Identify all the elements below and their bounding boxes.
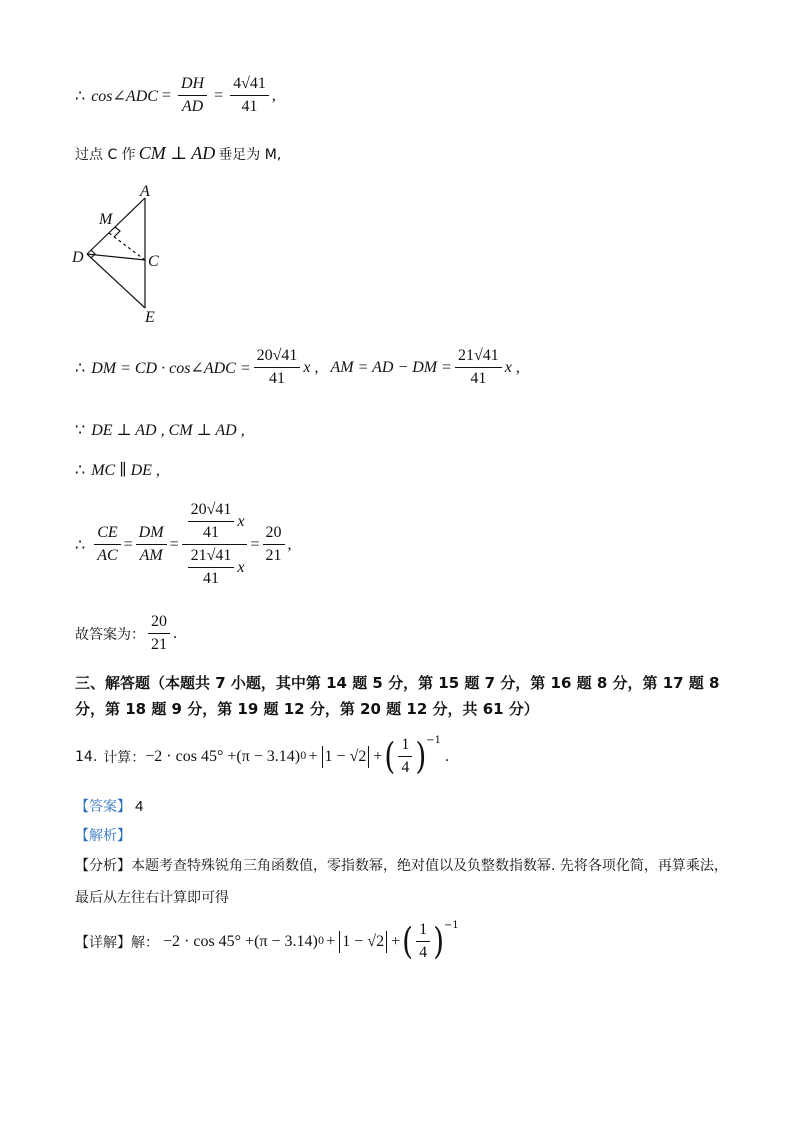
- result-fraction: $\frac{20}{21}$: [263, 523, 285, 566]
- geometry-figure: [68, 180, 178, 325]
- therefore-symbol: ∴: [75, 87, 86, 105]
- answer-fraction: $\frac{20}{21}$: [148, 612, 170, 655]
- segment-dc: [87, 254, 145, 260]
- parallel-line: ∴ MC ∥ DE ,: [75, 462, 160, 479]
- am-expr: AM = AD − DM =: [330, 358, 452, 376]
- segment-ad: [87, 198, 145, 254]
- question-number: 14.: [75, 748, 98, 765]
- dm-expr: DM = CD · cos∠ADC =: [91, 359, 251, 377]
- construct-line: [75, 143, 281, 164]
- answer-line: 故答案为： $\frac{20}{21}$ .: [75, 613, 177, 653]
- section-heading: 三、解答题（本题共 7 小题，其中第 14 题 5 分，第 15 题 7 分，第 16 题 8 分，第 17 题 8 分，第 18 题 9 分，第 19 题 12 分，第 20 题 12 分，共 61 分）: [75, 674, 720, 718]
- parallel-expr: MC ∥ DE ,: [91, 462, 160, 479]
- answer-label: 故答案为：: [75, 626, 145, 643]
- label-e: E: [145, 309, 155, 325]
- dh-ad-fraction: $\frac{DH}{AD}$: [178, 74, 207, 117]
- dm-am-line: ∴ DM = CD · cos∠ADC = $\frac{20√41}{41}$ x , AM = AD − DM = $\frac{21√41}{41}$ x ,: [75, 347, 520, 387]
- cm-perp-ad: CM ⊥ AD: [138, 143, 216, 163]
- dm-fraction: $\frac{20√41}{41}$: [254, 346, 301, 389]
- label-d: D: [72, 249, 84, 266]
- fenxi-line-2: 最后从左往右计算即可得: [75, 890, 229, 906]
- construct-text: 过点 C 作: [75, 146, 136, 163]
- detail-quarter-fraction: $\frac{1}{4}$: [416, 920, 430, 963]
- detail-label: 【详解】解：: [75, 934, 159, 951]
- cos-adc-line: ∴ cos∠ADC = $\frac{DH}{AD}$ = $\frac{4√41}{41}$ ,: [75, 75, 276, 115]
- answer-tag: 【答案】: [75, 799, 131, 815]
- answer-row: [75, 796, 143, 816]
- dm-am-fraction: $\frac{DM}{AM}$: [136, 523, 167, 566]
- label-m: M: [99, 211, 113, 228]
- am-fraction: $\frac{21√41}{41}$: [455, 346, 502, 389]
- right-angle-m: [114, 227, 120, 237]
- question-14: 14. 计算： −2 · cos 45° + (π − 3.14) 0 + 1 − √2 + ( $\frac{1}{4}$ ) $^{-1}$ .: [75, 734, 450, 778]
- fenxi-line-1: 【分析】本题考查特殊锐角三角函数值，零指数幂，绝对值以及负整数指数幂. 先将各项化简，再算乘法，: [75, 858, 728, 874]
- analysis-row: [75, 825, 131, 845]
- question-expr: −2 · cos 45° +: [145, 747, 237, 765]
- cos-value-fraction: $\frac{4√41}{41}$: [230, 74, 269, 117]
- cos-adc-expr: cos∠ADC: [91, 87, 158, 105]
- label-a: A: [140, 183, 150, 200]
- label-c: C: [148, 253, 159, 270]
- detail-expr: −2 · cos 45° +: [163, 932, 255, 950]
- perp-expr: DE ⊥ AD , CM ⊥ AD ,: [91, 422, 245, 439]
- foot-text: 垂足为 M,: [218, 146, 282, 163]
- analysis-tag: 【解析】: [75, 828, 131, 844]
- perp-line: ∵ DE ⊥ AD , CM ⊥ AD ,: [75, 422, 245, 439]
- segment-de: [87, 254, 145, 308]
- complex-fraction: $\frac{20√41}{41}$ x $\frac{21√41}{41}$ x: [182, 500, 248, 589]
- answer-value: 4: [135, 797, 144, 815]
- detail-line: 【详解】解： −2 · cos 45° + (π − 3.14) 0 + 1 − √2 + ( $\frac{1}{4}$ ) $^{-1}$: [75, 919, 459, 963]
- ce-ac-fraction: $\frac{CE}{AC}$: [94, 523, 120, 566]
- quarter-fraction: $\frac{1}{4}$: [398, 735, 412, 778]
- ratio-line: ∴ $\frac{CE}{AC}$ = $\frac{DM}{AM}$ = $\frac{20√41}{41}$ x $\frac{21√41}{41}$ x = $\frac{20}{21}$ ,: [75, 501, 292, 587]
